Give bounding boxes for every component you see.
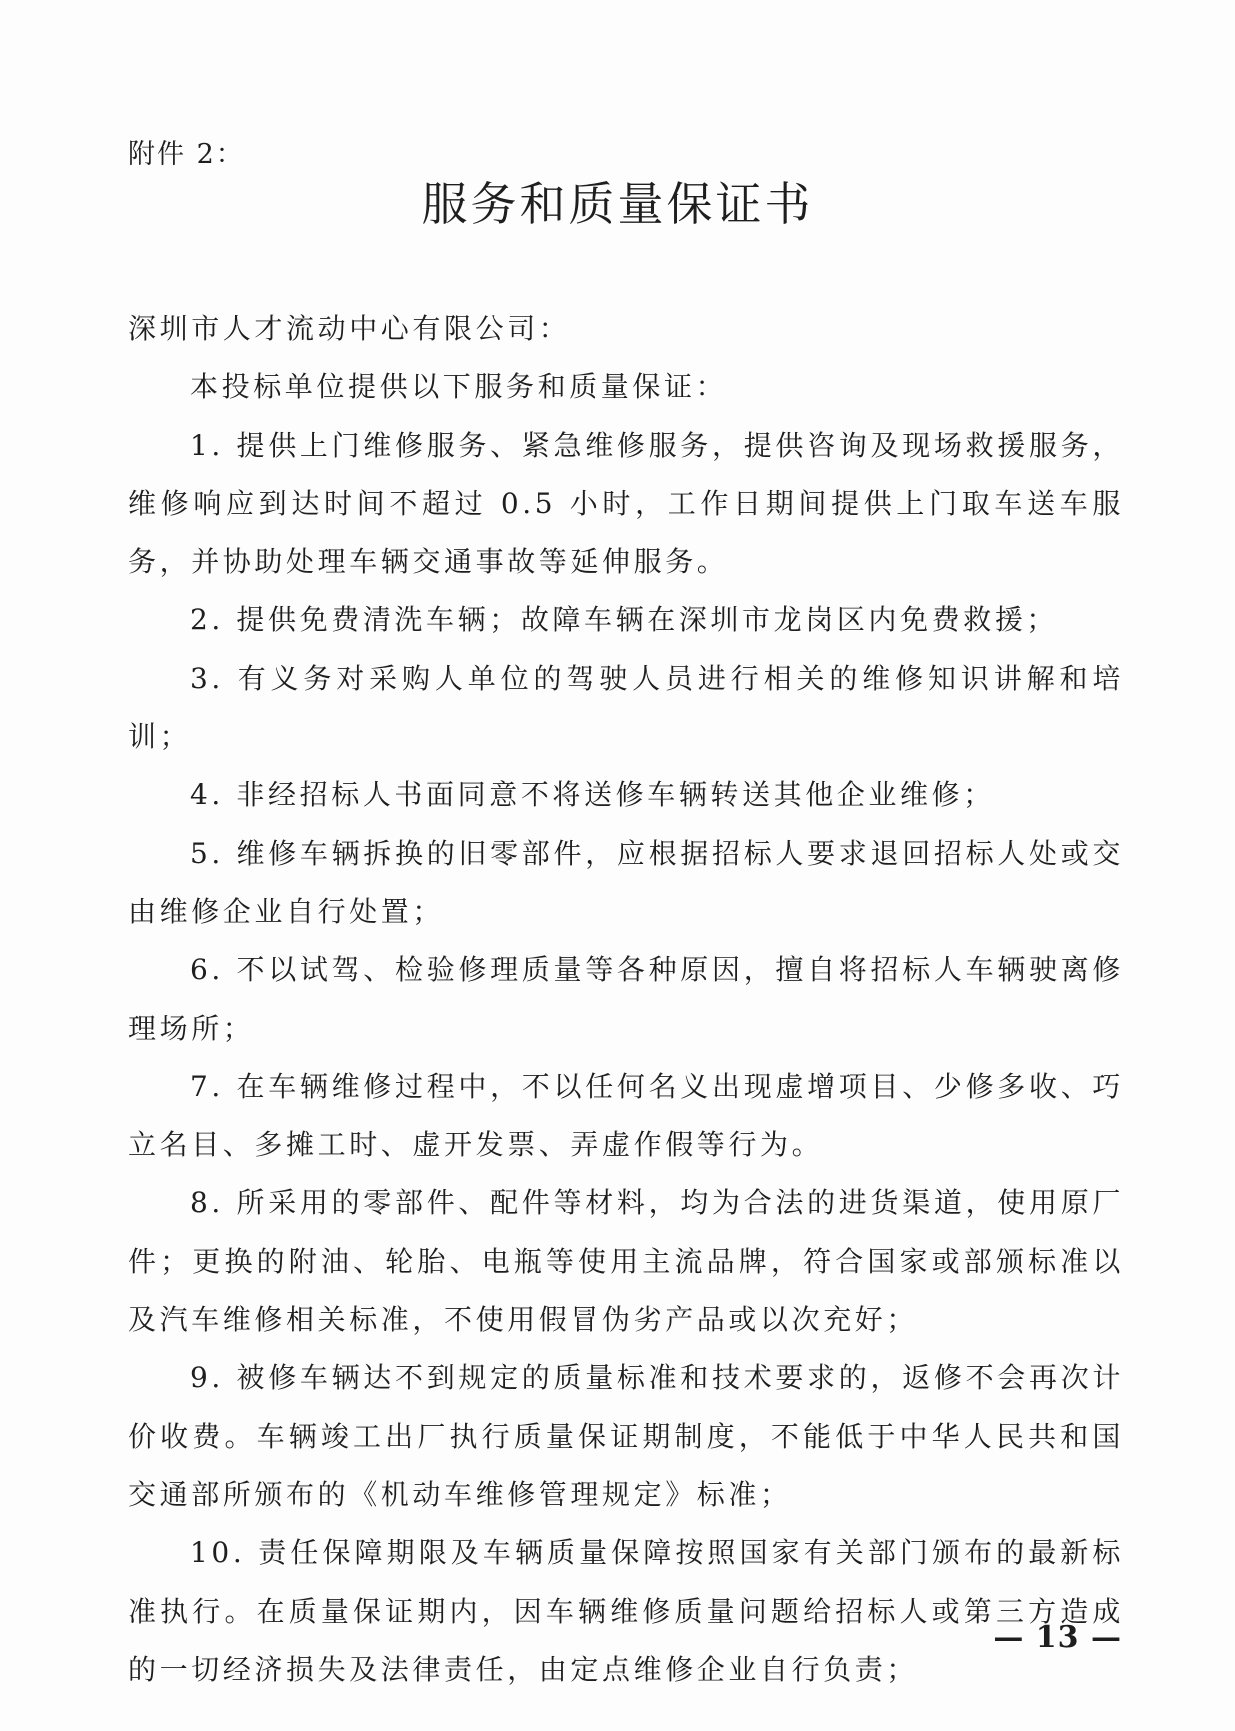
clause-5: 5. 维修车辆拆换的旧零部件，应根据招标人要求退回招标人处或交由维修企业自行处置； xyxy=(128,836,1124,928)
document-body xyxy=(128,300,1124,1699)
scan-edge-mark xyxy=(1209,1215,1229,1415)
clause-1: 1. 提供上门维修服务、紧急维修服务，提供咨询及现场救援服务，维修响应到达时间不超过 0.5 小时，工作日期间提供上门取车送车服务，并协助处理车辆交通事故等延伸服务。 xyxy=(128,428,1124,579)
attachment-label: 附件 2： xyxy=(128,139,245,170)
clause-7: 7. 在车辆维修过程中，不以任何名义出现虚增项目、少修多收、巧立名目、多摊工时、虚开发票、弄虚作假等行为。 xyxy=(128,1069,1124,1162)
intro-paragraph: 本投标单位提供以下服务和质量保证： xyxy=(190,370,728,404)
page-number: — 13 — xyxy=(993,1620,1122,1655)
clause-6: 6. 不以试驾、检验修理质量等各种原因，擅自将招标人车辆驶离修理场所； xyxy=(128,953,1124,1045)
clause-4: 4. 非经招标人书面同意不将送修车辆转送其他企业维修； xyxy=(190,778,995,812)
document-title: 服务和质量保证书 xyxy=(421,177,814,231)
clause-9: 9. 被修车辆达不到规定的质量标准和技术要求的，返修不会再次计价收费。车辆竣工出厂执行质量保证期制度，不能低于中华人民共和国交通部所颁布的《机动车维修管理规定》标准； xyxy=(128,1361,1124,1511)
clause-3: 3. 有义务对采购人单位的驾驶人员进行相关的维修知识讲解和培训； xyxy=(128,661,1124,754)
recipient-line: 深圳市人才流动中心有限公司： xyxy=(128,312,571,345)
clause-2: 2. 提供免费清洗车辆；故障车辆在深圳市龙岗区内免费救援； xyxy=(190,603,1059,637)
clause-8: 8. 所采用的零部件、配件等材料，均为合法的进货渠道，使用原厂件；更换的附油、轮胎、电瓶等使用主流品牌，符合国家或部颁标准以及汽车维修相关标准，不使用假冒伪劣产品或以次充好； xyxy=(128,1186,1124,1337)
clause-10: 10. 责任保障期限及车辆质量保障按照国家有关部门颁布的最新标准执行。在质量保证期内，因车辆维修质量问题给招标人或第三方造成的一切经济损失及法律责任，由定点维修企业自行负责； xyxy=(128,1536,1124,1686)
